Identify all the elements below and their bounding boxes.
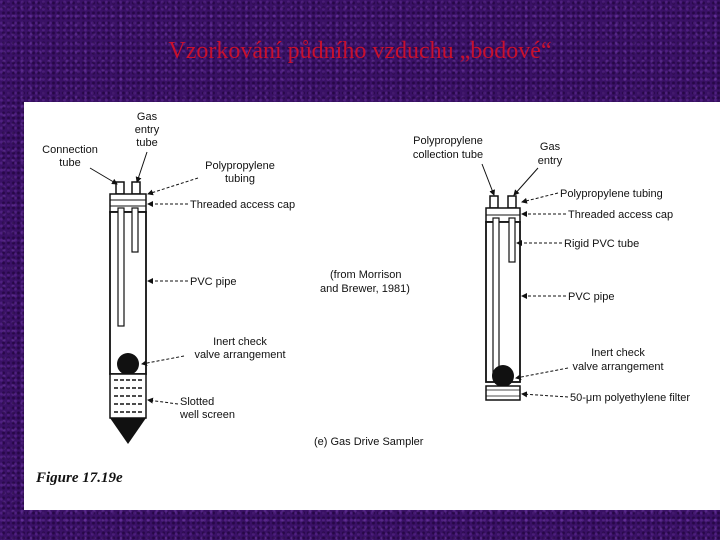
left-pvc-pipe (110, 212, 146, 374)
svg-text:valve arrangement: valve arrangement (572, 361, 664, 373)
right-inner-tube-long (493, 218, 499, 376)
gas-sampler-diagram (24, 102, 720, 510)
right-collection-fitting (490, 196, 498, 208)
svg-text:Inert check: Inert check (213, 336, 267, 348)
right-label-rigid-pvc-tube (517, 238, 639, 250)
left-inner-tube-short (132, 208, 138, 252)
left-slotted-screen (110, 374, 146, 418)
left-threaded-cap (110, 194, 146, 212)
right-label-pvc-pipe (522, 291, 614, 303)
svg-text:entry: entry (134, 124, 160, 136)
svg-text:tubing: tubing (225, 173, 255, 185)
svg-text:Threaded access cap: Threaded access cap (190, 199, 296, 211)
diagram-caption: (e) Gas Drive Sampler (314, 436, 424, 448)
right-inner-tube-short (509, 218, 515, 262)
svg-text:Inert check: Inert check (591, 347, 645, 359)
svg-text:50-μm polyethylene filter: 50-μm polyethylene filter (570, 392, 691, 404)
figure-label: Figure 17.19e (36, 470, 123, 486)
svg-text:Gas: Gas (136, 111, 158, 123)
svg-text:and Brewer, 1981): and Brewer, 1981) (320, 283, 410, 295)
source-note (320, 269, 410, 295)
svg-text:Gas: Gas (539, 141, 561, 153)
right-label-collection-tube (413, 135, 494, 195)
diagram-panel (24, 102, 720, 510)
right-check-valve-ball (492, 365, 514, 387)
right-label-inert-check-valve (516, 347, 664, 378)
right-label-polypropylene-tubing (522, 188, 663, 202)
svg-text:Slotted: Slotted (180, 396, 215, 408)
left-label-threaded-access-cap (148, 199, 295, 211)
svg-text:Polypropylene: Polypropylene (413, 135, 483, 147)
svg-text:(from Morrison: (from Morrison (330, 269, 402, 281)
left-connection-fitting (116, 182, 124, 194)
svg-text:Rigid PVC tube: Rigid PVC tube (564, 238, 640, 250)
left-gas-entry-fitting (132, 182, 140, 194)
right-label-polyethylene-filter (522, 392, 690, 404)
left-check-valve-ball (117, 353, 139, 375)
left-drive-point (110, 418, 146, 444)
svg-text:collection tube: collection tube (412, 149, 484, 161)
svg-text:tube: tube (59, 157, 81, 169)
left-label-gas-entry-tube (135, 111, 160, 182)
svg-text:PVC pipe: PVC pipe (568, 291, 615, 303)
svg-text:Threaded access cap: Threaded access cap (568, 209, 674, 221)
svg-text:Connection: Connection (42, 144, 98, 156)
slide-title: Vzorkování půdního vzduchu „bodové“ (168, 38, 552, 64)
svg-text:entry: entry (537, 155, 563, 167)
svg-text:valve arrangement: valve arrangement (194, 349, 286, 361)
left-label-polypropylene-tubing (148, 160, 275, 194)
left-inner-tube-long (118, 208, 124, 326)
left-sampler (110, 182, 146, 444)
right-polyethylene-filter (486, 386, 520, 400)
left-label-slotted-well-screen (148, 396, 235, 421)
left-label-pvc-pipe (148, 276, 236, 288)
left-label-connection-tube (42, 144, 117, 184)
right-label-gas-entry (514, 141, 563, 195)
svg-text:PVC pipe: PVC pipe (190, 276, 237, 288)
svg-text:Polypropylene: Polypropylene (205, 160, 275, 172)
svg-text:well screen: well screen (180, 409, 236, 421)
left-label-inert-check-valve (142, 336, 286, 364)
svg-text:Polypropylene tubing: Polypropylene tubing (560, 188, 663, 200)
right-gas-entry-fitting (508, 196, 516, 208)
right-sampler (486, 196, 520, 400)
svg-text:tube: tube (136, 137, 158, 149)
right-label-threaded-access-cap (522, 209, 673, 221)
